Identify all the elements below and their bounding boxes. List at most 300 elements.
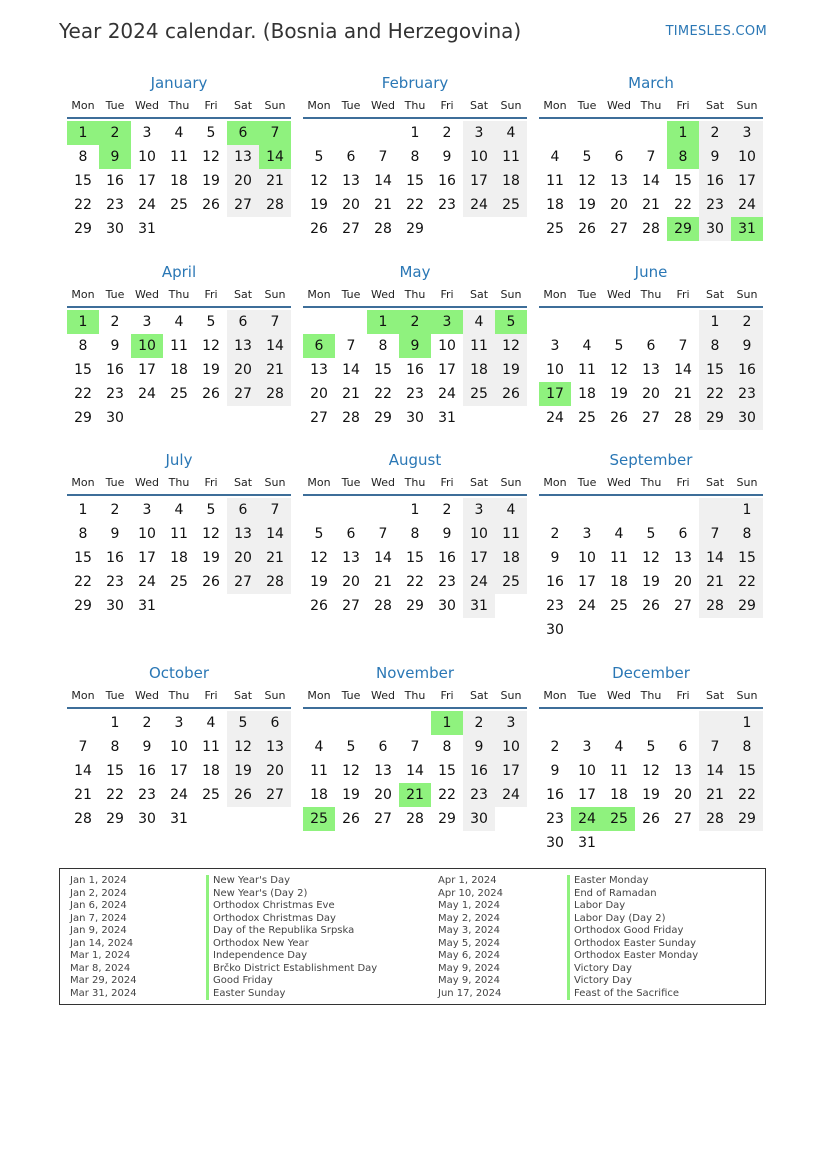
calendar-day[interactable]: 30	[438, 598, 456, 614]
calendar-day[interactable]: 16	[463, 759, 495, 783]
calendar-day[interactable]: 19	[642, 787, 660, 803]
calendar-day[interactable]: 15	[699, 358, 731, 382]
calendar-day[interactable]: 22	[74, 197, 92, 213]
calendar-day[interactable]: 2	[110, 314, 120, 330]
calendar-day[interactable]: 23	[106, 386, 124, 402]
calendar-day[interactable]: 28	[259, 193, 291, 217]
calendar-day[interactable]: 20	[227, 358, 259, 382]
calendar-day[interactable]: 8	[410, 149, 420, 165]
calendar-day[interactable]: 28	[406, 811, 424, 827]
calendar-day[interactable]: 8	[78, 526, 88, 542]
calendar-day[interactable]: 2	[99, 121, 131, 145]
calendar-day[interactable]: 13	[642, 362, 660, 378]
calendar-day[interactable]: 13	[310, 362, 328, 378]
calendar-day[interactable]: 31	[170, 811, 188, 827]
calendar-day[interactable]: 4	[614, 526, 624, 542]
calendar-day[interactable]: 5	[646, 526, 656, 542]
calendar-day[interactable]: 4	[614, 739, 624, 755]
calendar-day[interactable]: 20	[642, 386, 660, 402]
calendar-day[interactable]: 20	[342, 574, 360, 590]
calendar-day[interactable]: 30	[106, 598, 124, 614]
calendar-day[interactable]: 24	[138, 197, 156, 213]
calendar-day[interactable]: 24	[138, 574, 156, 590]
calendar-day[interactable]: 31	[463, 594, 495, 618]
calendar-day[interactable]: 4	[174, 502, 184, 518]
calendar-day[interactable]: 5	[206, 125, 216, 141]
calendar-day[interactable]: 17	[138, 362, 156, 378]
calendar-day[interactable]: 16	[699, 169, 731, 193]
calendar-day[interactable]: 24	[138, 386, 156, 402]
calendar-day[interactable]: 14	[259, 145, 291, 169]
calendar-day[interactable]: 25	[303, 807, 335, 831]
calendar-day[interactable]: 15	[674, 173, 692, 189]
calendar-day[interactable]: 22	[374, 386, 392, 402]
calendar-day[interactable]: 15	[106, 763, 124, 779]
calendar-day[interactable]: 27	[610, 221, 628, 237]
calendar-day[interactable]: 14	[699, 759, 731, 783]
calendar-day[interactable]: 14	[674, 362, 692, 378]
calendar-day[interactable]: 3	[550, 338, 560, 354]
calendar-day[interactable]: 19	[495, 358, 527, 382]
calendar-day[interactable]: 5	[227, 711, 259, 735]
calendar-day[interactable]: 6	[227, 498, 259, 522]
calendar-day[interactable]: 27	[227, 193, 259, 217]
calendar-day[interactable]: 10	[170, 739, 188, 755]
calendar-day[interactable]: 27	[674, 811, 692, 827]
calendar-day[interactable]: 1	[410, 502, 420, 518]
calendar-day[interactable]: 7	[699, 735, 731, 759]
calendar-day[interactable]: 30	[546, 622, 564, 638]
calendar-day[interactable]: 2	[699, 121, 731, 145]
calendar-day[interactable]: 6	[646, 338, 656, 354]
calendar-day[interactable]: 23	[406, 386, 424, 402]
calendar-day[interactable]: 27	[227, 570, 259, 594]
calendar-day[interactable]: 13	[227, 334, 259, 358]
calendar-day[interactable]: 9	[442, 149, 452, 165]
calendar-day[interactable]: 22	[731, 783, 763, 807]
calendar-day[interactable]: 11	[202, 739, 220, 755]
calendar-day[interactable]: 27	[259, 783, 291, 807]
calendar-day[interactable]: 18	[170, 362, 188, 378]
calendar-day[interactable]: 20	[259, 759, 291, 783]
calendar-day[interactable]: 18	[463, 358, 495, 382]
calendar-day[interactable]: 25	[603, 807, 635, 831]
calendar-day[interactable]: 11	[610, 763, 628, 779]
calendar-day[interactable]: 29	[74, 410, 92, 426]
calendar-day[interactable]: 17	[578, 574, 596, 590]
calendar-day[interactable]: 28	[374, 598, 392, 614]
calendar-day[interactable]: 18	[170, 550, 188, 566]
calendar-day[interactable]: 11	[170, 338, 188, 354]
calendar-day[interactable]: 12	[642, 550, 660, 566]
calendar-day[interactable]: 23	[463, 783, 495, 807]
calendar-day[interactable]: 6	[678, 739, 688, 755]
calendar-day[interactable]: 5	[206, 502, 216, 518]
calendar-day[interactable]: 4	[174, 314, 184, 330]
calendar-day[interactable]: 3	[142, 314, 152, 330]
calendar-day[interactable]: 17	[463, 169, 495, 193]
calendar-day[interactable]: 20	[227, 169, 259, 193]
calendar-day[interactable]: 21	[699, 783, 731, 807]
calendar-day[interactable]: 8	[78, 338, 88, 354]
calendar-day[interactable]: 18	[170, 173, 188, 189]
calendar-day[interactable]: 7	[78, 739, 88, 755]
calendar-day[interactable]: 8	[78, 149, 88, 165]
calendar-day[interactable]: 17	[438, 362, 456, 378]
calendar-day[interactable]: 11	[495, 522, 527, 546]
calendar-day[interactable]: 24	[495, 783, 527, 807]
calendar-day[interactable]: 8	[442, 739, 452, 755]
calendar-day[interactable]: 26	[310, 221, 328, 237]
calendar-day[interactable]: 24	[578, 598, 596, 614]
calendar-day[interactable]: 26	[610, 410, 628, 426]
calendar-day[interactable]: 10	[578, 550, 596, 566]
calendar-day[interactable]: 7	[259, 121, 291, 145]
calendar-day[interactable]: 10	[131, 334, 163, 358]
calendar-day[interactable]: 5	[206, 314, 216, 330]
calendar-day[interactable]: 17	[539, 382, 571, 406]
calendar-day[interactable]: 8	[378, 338, 388, 354]
calendar-day[interactable]: 27	[674, 598, 692, 614]
calendar-day[interactable]: 17	[731, 169, 763, 193]
calendar-day[interactable]: 2	[463, 711, 495, 735]
calendar-day[interactable]: 20	[674, 574, 692, 590]
calendar-day[interactable]: 1	[731, 498, 763, 522]
calendar-day[interactable]: 4	[206, 715, 216, 731]
calendar-day[interactable]: 19	[227, 759, 259, 783]
calendar-day[interactable]: 9	[110, 526, 120, 542]
calendar-day[interactable]: 23	[731, 382, 763, 406]
calendar-day[interactable]: 10	[463, 145, 495, 169]
calendar-day[interactable]: 13	[227, 522, 259, 546]
calendar-day[interactable]: 14	[374, 550, 392, 566]
calendar-day[interactable]: 16	[406, 362, 424, 378]
calendar-day[interactable]: 19	[578, 197, 596, 213]
calendar-day[interactable]: 11	[546, 173, 564, 189]
calendar-day[interactable]: 18	[578, 386, 596, 402]
calendar-day[interactable]: 9	[699, 145, 731, 169]
calendar-day[interactable]: 16	[106, 362, 124, 378]
calendar-day[interactable]: 4	[463, 310, 495, 334]
calendar-day[interactable]: 3	[582, 526, 592, 542]
calendar-day[interactable]: 29	[438, 811, 456, 827]
calendar-day[interactable]: 15	[74, 173, 92, 189]
calendar-day[interactable]: 9	[550, 550, 560, 566]
calendar-day[interactable]: 22	[731, 570, 763, 594]
calendar-day[interactable]: 18	[310, 787, 328, 803]
calendar-day[interactable]: 2	[550, 526, 560, 542]
calendar-day[interactable]: 12	[310, 173, 328, 189]
calendar-day[interactable]: 16	[546, 574, 564, 590]
calendar-day[interactable]: 6	[303, 334, 335, 358]
calendar-day[interactable]: 11	[170, 149, 188, 165]
site-link[interactable]: TIMESLES.COM	[665, 24, 767, 39]
calendar-day[interactable]: 16	[438, 550, 456, 566]
calendar-day[interactable]: 3	[174, 715, 184, 731]
calendar-day[interactable]: 25	[463, 382, 495, 406]
calendar-day[interactable]: 24	[571, 807, 603, 831]
calendar-day[interactable]: 6	[259, 711, 291, 735]
calendar-day[interactable]: 19	[310, 574, 328, 590]
calendar-day[interactable]: 4	[495, 498, 527, 522]
calendar-day[interactable]: 30	[463, 807, 495, 831]
calendar-day[interactable]: 30	[731, 406, 763, 430]
calendar-day[interactable]: 1	[67, 310, 99, 334]
calendar-day[interactable]: 17	[578, 787, 596, 803]
calendar-day[interactable]: 20	[342, 197, 360, 213]
calendar-day[interactable]: 11	[578, 362, 596, 378]
calendar-day[interactable]: 18	[610, 787, 628, 803]
calendar-day[interactable]: 25	[495, 570, 527, 594]
calendar-day[interactable]: 4	[495, 121, 527, 145]
calendar-day[interactable]: 20	[674, 787, 692, 803]
calendar-day[interactable]: 16	[138, 763, 156, 779]
calendar-day[interactable]: 24	[438, 386, 456, 402]
calendar-day[interactable]: 31	[578, 835, 596, 851]
calendar-day[interactable]: 21	[642, 197, 660, 213]
calendar-day[interactable]: 22	[106, 787, 124, 803]
calendar-day[interactable]: 3	[463, 121, 495, 145]
calendar-day[interactable]: 27	[227, 382, 259, 406]
calendar-day[interactable]: 10	[578, 763, 596, 779]
calendar-day[interactable]: 29	[731, 594, 763, 618]
calendar-day[interactable]: 27	[374, 811, 392, 827]
calendar-day[interactable]: 29	[667, 217, 699, 241]
calendar-day[interactable]: 16	[106, 173, 124, 189]
calendar-day[interactable]: 28	[259, 382, 291, 406]
calendar-day[interactable]: 18	[495, 546, 527, 570]
calendar-day[interactable]: 29	[374, 410, 392, 426]
calendar-day[interactable]: 20	[310, 386, 328, 402]
calendar-day[interactable]: 10	[438, 338, 456, 354]
calendar-day[interactable]: 6	[678, 526, 688, 542]
calendar-day[interactable]: 14	[74, 763, 92, 779]
calendar-day[interactable]: 19	[310, 197, 328, 213]
calendar-day[interactable]: 21	[259, 358, 291, 382]
calendar-day[interactable]: 7	[378, 149, 388, 165]
calendar-day[interactable]: 5	[614, 338, 624, 354]
calendar-day[interactable]: 17	[463, 546, 495, 570]
calendar-day[interactable]: 19	[202, 550, 220, 566]
calendar-day[interactable]: 25	[546, 221, 564, 237]
calendar-day[interactable]: 27	[310, 410, 328, 426]
calendar-day[interactable]: 24	[170, 787, 188, 803]
calendar-day[interactable]: 22	[699, 382, 731, 406]
calendar-day[interactable]: 17	[138, 173, 156, 189]
calendar-day[interactable]: 6	[227, 121, 259, 145]
calendar-day[interactable]: 8	[410, 526, 420, 542]
calendar-day[interactable]: 12	[642, 763, 660, 779]
calendar-day[interactable]: 2	[731, 310, 763, 334]
calendar-day[interactable]: 21	[74, 787, 92, 803]
calendar-day[interactable]: 1	[367, 310, 399, 334]
calendar-day[interactable]: 1	[731, 711, 763, 735]
calendar-day[interactable]: 21	[674, 386, 692, 402]
calendar-day[interactable]: 23	[546, 598, 564, 614]
calendar-day[interactable]: 28	[342, 410, 360, 426]
calendar-day[interactable]: 29	[74, 598, 92, 614]
calendar-day[interactable]: 1	[67, 121, 99, 145]
calendar-day[interactable]: 13	[227, 145, 259, 169]
calendar-day[interactable]: 12	[227, 735, 259, 759]
calendar-day[interactable]: 23	[699, 193, 731, 217]
calendar-day[interactable]: 30	[138, 811, 156, 827]
calendar-day[interactable]: 31	[138, 598, 156, 614]
calendar-day[interactable]: 14	[642, 173, 660, 189]
calendar-day[interactable]: 28	[699, 807, 731, 831]
calendar-day[interactable]: 7	[346, 338, 356, 354]
calendar-day[interactable]: 19	[342, 787, 360, 803]
calendar-day[interactable]: 30	[106, 410, 124, 426]
calendar-day[interactable]: 29	[731, 807, 763, 831]
calendar-day[interactable]: 31	[438, 410, 456, 426]
calendar-day[interactable]: 14	[259, 334, 291, 358]
calendar-day[interactable]: 9	[442, 526, 452, 542]
calendar-day[interactable]: 28	[374, 221, 392, 237]
calendar-day[interactable]: 22	[438, 787, 456, 803]
calendar-day[interactable]: 26	[202, 574, 220, 590]
calendar-day[interactable]: 2	[550, 739, 560, 755]
calendar-day[interactable]: 12	[202, 149, 220, 165]
calendar-day[interactable]: 18	[495, 169, 527, 193]
calendar-day[interactable]: 26	[227, 783, 259, 807]
calendar-day[interactable]: 22	[406, 574, 424, 590]
calendar-day[interactable]: 15	[406, 550, 424, 566]
calendar-day[interactable]: 12	[310, 550, 328, 566]
calendar-day[interactable]: 31	[138, 221, 156, 237]
calendar-day[interactable]: 10	[138, 149, 156, 165]
calendar-day[interactable]: 3	[582, 739, 592, 755]
calendar-day[interactable]: 23	[106, 574, 124, 590]
calendar-day[interactable]: 27	[342, 221, 360, 237]
calendar-day[interactable]: 23	[106, 197, 124, 213]
calendar-day[interactable]: 18	[202, 763, 220, 779]
calendar-day[interactable]: 5	[314, 149, 324, 165]
calendar-day[interactable]: 6	[227, 310, 259, 334]
calendar-day[interactable]: 24	[463, 570, 495, 594]
calendar-day[interactable]: 22	[74, 574, 92, 590]
calendar-day[interactable]: 18	[546, 197, 564, 213]
calendar-day[interactable]: 9	[731, 334, 763, 358]
calendar-day[interactable]: 1	[410, 125, 420, 141]
calendar-day[interactable]: 12	[202, 338, 220, 354]
calendar-day[interactable]: 14	[342, 362, 360, 378]
calendar-day[interactable]: 11	[495, 145, 527, 169]
calendar-day[interactable]: 23	[438, 197, 456, 213]
calendar-day[interactable]: 9	[110, 338, 120, 354]
calendar-day[interactable]: 24	[463, 193, 495, 217]
calendar-day[interactable]: 26	[642, 811, 660, 827]
calendar-day[interactable]: 15	[374, 362, 392, 378]
calendar-day[interactable]: 7	[678, 338, 688, 354]
calendar-day[interactable]: 6	[378, 739, 388, 755]
calendar-day[interactable]: 11	[610, 550, 628, 566]
calendar-day[interactable]: 4	[550, 149, 560, 165]
calendar-day[interactable]: 6	[614, 149, 624, 165]
calendar-day[interactable]: 9	[463, 735, 495, 759]
calendar-day[interactable]: 16	[546, 787, 564, 803]
calendar-day[interactable]: 8	[667, 145, 699, 169]
calendar-day[interactable]: 23	[138, 787, 156, 803]
calendar-day[interactable]: 1	[667, 121, 699, 145]
calendar-day[interactable]: 29	[74, 221, 92, 237]
calendar-day[interactable]: 15	[731, 546, 763, 570]
calendar-day[interactable]: 4	[582, 338, 592, 354]
calendar-day[interactable]: 25	[170, 197, 188, 213]
calendar-day[interactable]: 16	[731, 358, 763, 382]
calendar-day[interactable]: 20	[227, 546, 259, 570]
calendar-day[interactable]: 7	[378, 526, 388, 542]
calendar-day[interactable]: 8	[731, 735, 763, 759]
calendar-day[interactable]: 7	[410, 739, 420, 755]
calendar-day[interactable]: 2	[110, 502, 120, 518]
calendar-day[interactable]: 13	[374, 763, 392, 779]
calendar-day[interactable]: 15	[406, 173, 424, 189]
calendar-day[interactable]: 22	[674, 197, 692, 213]
calendar-day[interactable]: 30	[699, 217, 731, 241]
calendar-day[interactable]: 21	[374, 574, 392, 590]
calendar-day[interactable]: 29	[406, 598, 424, 614]
calendar-day[interactable]: 26	[202, 197, 220, 213]
calendar-day[interactable]: 10	[138, 526, 156, 542]
calendar-day[interactable]: 1	[78, 502, 88, 518]
calendar-day[interactable]: 19	[202, 362, 220, 378]
calendar-day[interactable]: 26	[495, 382, 527, 406]
calendar-day[interactable]: 19	[610, 386, 628, 402]
calendar-day[interactable]: 13	[259, 735, 291, 759]
calendar-day[interactable]: 19	[642, 574, 660, 590]
calendar-day[interactable]: 6	[346, 526, 356, 542]
calendar-day[interactable]: 16	[106, 550, 124, 566]
calendar-day[interactable]: 21	[342, 386, 360, 402]
calendar-day[interactable]: 5	[495, 310, 527, 334]
calendar-day[interactable]: 8	[699, 334, 731, 358]
calendar-day[interactable]: 1	[699, 310, 731, 334]
calendar-day[interactable]: 9	[142, 739, 152, 755]
calendar-day[interactable]: 8	[110, 739, 120, 755]
calendar-day[interactable]: 2	[442, 502, 452, 518]
calendar-day[interactable]: 5	[582, 149, 592, 165]
calendar-day[interactable]: 3	[142, 125, 152, 141]
calendar-day[interactable]: 3	[731, 121, 763, 145]
calendar-day[interactable]: 12	[578, 173, 596, 189]
calendar-day[interactable]: 7	[699, 522, 731, 546]
calendar-day[interactable]: 26	[642, 598, 660, 614]
calendar-day[interactable]: 3	[463, 498, 495, 522]
calendar-day[interactable]: 28	[74, 811, 92, 827]
calendar-day[interactable]: 21	[259, 546, 291, 570]
calendar-day[interactable]: 13	[610, 173, 628, 189]
calendar-day[interactable]: 28	[674, 410, 692, 426]
calendar-day[interactable]: 9	[399, 334, 431, 358]
calendar-day[interactable]: 25	[578, 410, 596, 426]
calendar-day[interactable]: 11	[170, 526, 188, 542]
calendar-day[interactable]: 27	[642, 410, 660, 426]
calendar-day[interactable]: 5	[346, 739, 356, 755]
calendar-day[interactable]: 15	[74, 362, 92, 378]
calendar-day[interactable]: 12	[342, 763, 360, 779]
calendar-day[interactable]: 15	[731, 759, 763, 783]
calendar-day[interactable]: 26	[342, 811, 360, 827]
calendar-day[interactable]: 14	[699, 546, 731, 570]
calendar-day[interactable]: 30	[546, 835, 564, 851]
calendar-day[interactable]: 28	[642, 221, 660, 237]
calendar-day[interactable]: 22	[74, 386, 92, 402]
calendar-day[interactable]: 22	[406, 197, 424, 213]
calendar-day[interactable]: 26	[310, 598, 328, 614]
calendar-day[interactable]: 16	[438, 173, 456, 189]
calendar-day[interactable]: 7	[259, 498, 291, 522]
